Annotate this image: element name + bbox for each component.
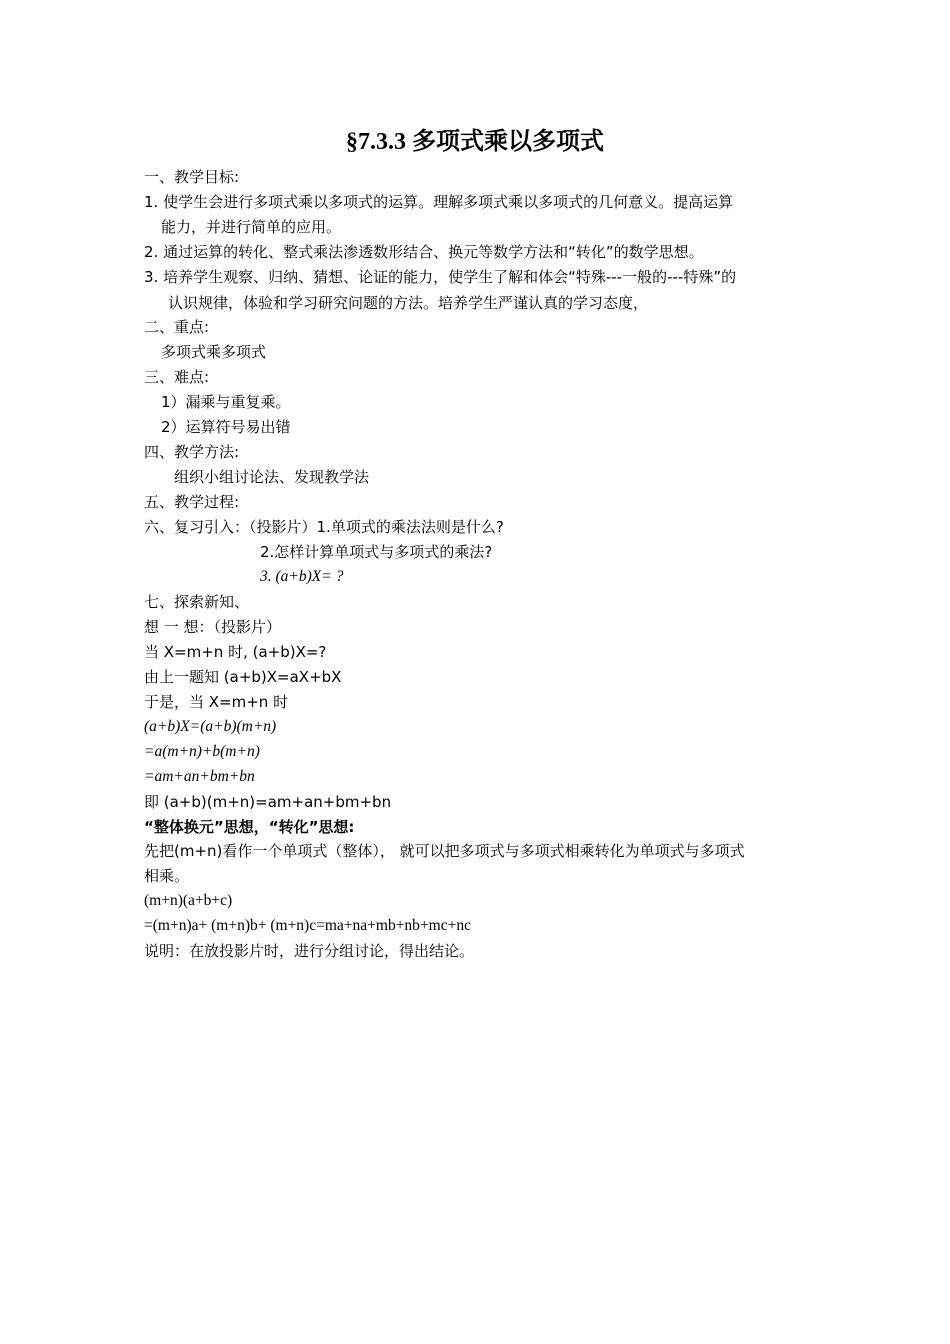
formula-line: =a(m+n)+b(m+n) xyxy=(144,743,260,760)
paragraph-line: 说明：在放投影片时，进行分组讨论，得出结论。 xyxy=(144,942,475,960)
paragraph-line: 由上一题知 (a+b)X=aX+bX xyxy=(144,668,342,686)
paragraph-line: 2. 通过运算的转化、整式乘法渗透数形结合、换元等数学方法和“转化”的数学思想。 xyxy=(144,243,704,261)
formula-line: (a+b)X=(a+b)(m+n) xyxy=(144,718,277,735)
paragraph-line: 2.怎样计算单项式与多项式的乘法? xyxy=(260,543,493,561)
paragraph-line: 于是，当 X=m+n 时 xyxy=(144,693,289,711)
list-item: 1）漏乘与重复乘。 xyxy=(161,393,291,411)
paragraph-line: 当 X=m+n 时, (a+b)X=? xyxy=(144,643,327,661)
section-heading: 二、重点: xyxy=(144,318,210,336)
section-heading: 五、教学过程: xyxy=(144,493,240,511)
formula-line: =(m+n)a+ (m+n)b+ (m+n)c=ma+na+mb+nb+mc+nc xyxy=(144,917,471,934)
paragraph-line: 能力，并进行简单的应用。 xyxy=(161,218,342,236)
formula-line: 即 (a+b)(m+n)=am+an+bm+bn xyxy=(144,793,392,811)
section-heading: 七、探索新知、 xyxy=(144,593,250,611)
paragraph-line: 相乘。 xyxy=(144,867,190,885)
formula-line: (m+n)(a+b+c) xyxy=(144,892,233,909)
section-heading: 一、教学目标: xyxy=(144,168,240,186)
bold-heading: “整体换元”思想，“转化”思想: xyxy=(144,818,355,836)
paragraph-line: 想 一 想：（投影片） xyxy=(144,618,282,636)
paragraph-line: 先把(m+n)看作一个单项式（整体）， 就可以把多项式与多项式相乘转化为单项式与多项式 xyxy=(144,842,745,860)
page-title: §7.3.3 多项式乘以多项式 xyxy=(346,129,604,155)
list-item: 2）运算符号易出错 xyxy=(161,418,291,436)
paragraph-line: 认识规律，体验和学习研究问题的方法。培养学生严谨认真的学习态度， xyxy=(168,294,649,312)
paragraph-line: 1. 使学生会进行多项式乘以多项式的运算。理解多项式乘以多项式的几何意义。提高运算 xyxy=(144,193,734,211)
section-heading: 六、复习引入：（投影片）1.单项式的乘法法则是什么? xyxy=(144,518,504,536)
paragraph-line: 多项式乘多项式 xyxy=(161,343,267,361)
paragraph-line: 3. 培养学生观察、归纳、猜想、论证的能力，使学生了解和体会“特殊---一般的---特殊”的 xyxy=(144,268,737,286)
formula-line: 3. (a+b)X= ? xyxy=(260,568,344,585)
formula-line: =am+an+bm+bn xyxy=(144,768,255,785)
section-heading: 四、教学方法: xyxy=(144,443,240,461)
section-heading: 三、难点: xyxy=(144,368,210,386)
paragraph-line: 组织小组讨论法、发现教学法 xyxy=(174,468,370,486)
